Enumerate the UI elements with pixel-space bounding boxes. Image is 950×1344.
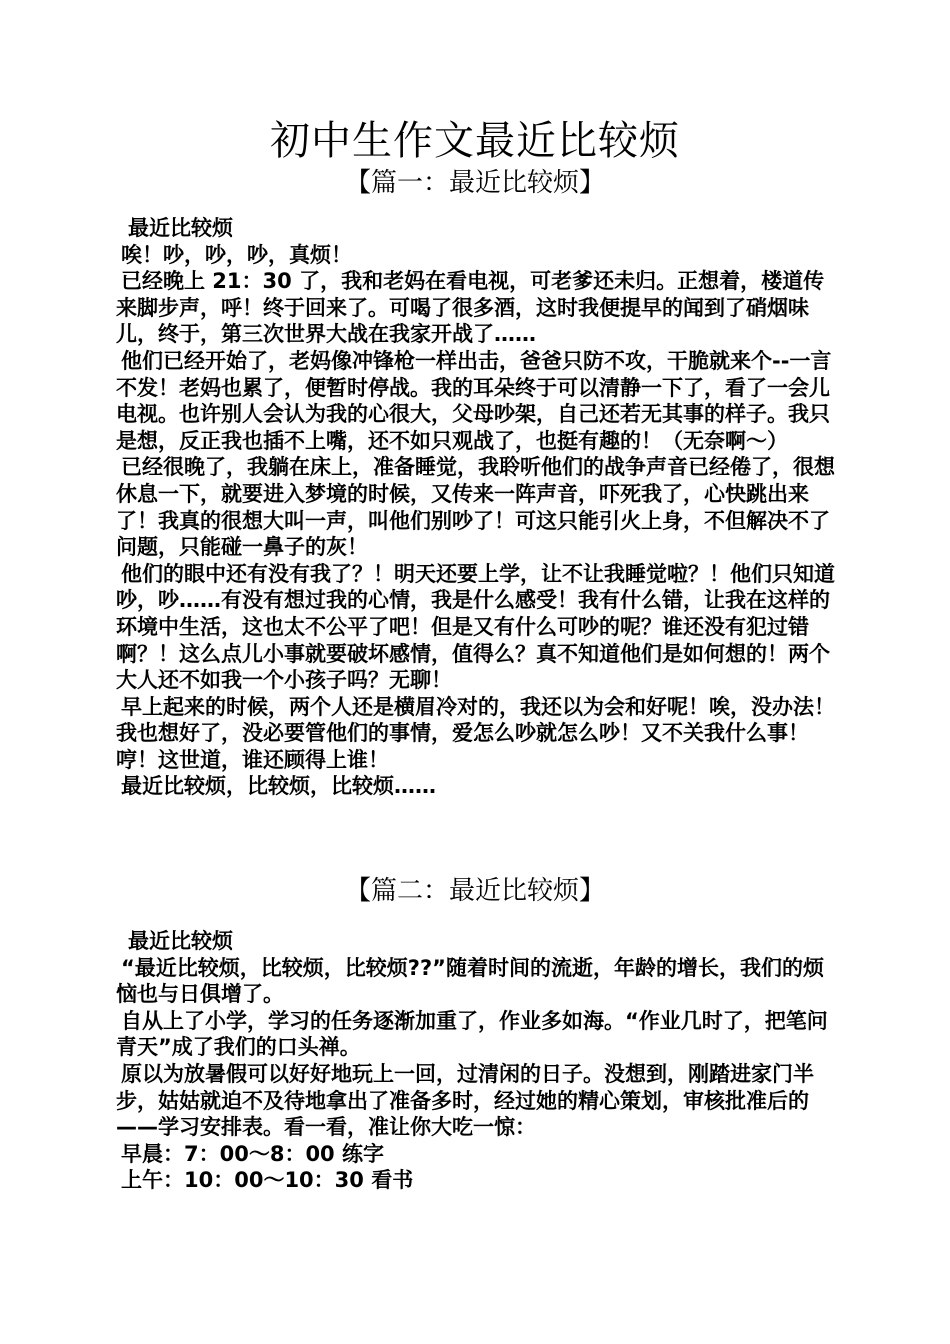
schedule-line: 早晨：7：00～8：00 练字 xyxy=(121,1141,384,1166)
paragraph: 他们的眼中还有没有我了？！明天还要上学，让不让我睡觉啦？！他们只知道吵，吵……有没有想过我的心情，我是什么感受！我有什么错，让我在这样的环境中生活，这也太不公平了吧！但是又有什么可吵的呢？谁还没有犯过错啊？！这么点儿小事就要破坏感情，值得么？真不知道他们是如何想的！两个大人还不如我一个小孩子吗？无聊！ xyxy=(116,561,835,693)
section-header-1: 【篇一：最近比较烦】 xyxy=(344,168,605,198)
section-heading-2: 最近比较烦 xyxy=(128,929,233,953)
paragraph: 原以为放暑假可以好好地玩上一回，过清闲的日子。没想到，刚踏进家门半步，姑姑就迫不及待地拿出了准备多时，经过她的精心策划，审核批准后的——学习安排表。看一看，准让你大吃一惊： xyxy=(116,1061,814,1140)
document-title: 初中生作文最近比较烦 xyxy=(270,118,680,164)
section-heading-1: 最近比较烦 xyxy=(128,216,233,240)
paragraph: 他们已经开始了，老妈像冲锋枪一样出击，爸爸只防不攻，干脆就来个--一言不发！老妈也累了，便暂时停战。我的耳朵终于可以清静一下了，看了一会儿电视。也许别人会认为我的心很大，父母吵架，自己还若无其事的样子。我只是想，反正我也插不上嘴，还不如只观战了，也挺有趣的！（无奈啊～） xyxy=(116,348,832,453)
section-body-1 xyxy=(116,215,838,800)
paragraph: “最近比较烦，比较烦，比较烦??”随着时间的流逝，年龄的增长，我们的烦恼也与日俱增了。 xyxy=(116,955,824,1007)
paragraph: 已经很晚了，我躺在床上，准备睡觉，我聆听他们的战争声音已经倦了，很想休息一下，就要进入梦境的时候，又传来一阵声音，吓死我了，心快跳出来了！我真的很想大叫一声，叫他们别吵了！可这只能引火上身，不但解决不了问题，只能碰一鼻子的灰！ xyxy=(116,455,835,560)
paragraph: 自从上了小学，学习的任务逐渐加重了，作业多如海。“作业几时了，把笔问青天”成了我们的口头禅。 xyxy=(116,1008,828,1060)
paragraph: 已经晚上 21：30 了，我和老妈在看电视，可老爹还未归。正想着，楼道传来脚步声，呼！终于回来了。可喝了很多酒，这时我便提早的闻到了硝烟味儿，终于，第三次世界大战在我家开战了…… xyxy=(116,269,825,347)
paragraph: 最近比较烦，比较烦，比较烦…… xyxy=(121,774,436,799)
schedule-line: 上午：10：00～10：30 看书 xyxy=(121,1168,414,1193)
paragraph: 早上起来的时候，两个人还是横眉冷对的，我还以为会和好呢！唉，没办法！我也想好了，没必要管他们的事情，爱怎么吵就怎么吵！又不关我什么事！哼！这世道，谁还顾得上谁！ xyxy=(116,694,835,772)
paragraph: 唉！吵，吵，吵，真烦！ xyxy=(121,242,352,267)
section-body-2 xyxy=(116,928,838,1194)
section-header-2: 【篇二：最近比较烦】 xyxy=(344,876,605,906)
